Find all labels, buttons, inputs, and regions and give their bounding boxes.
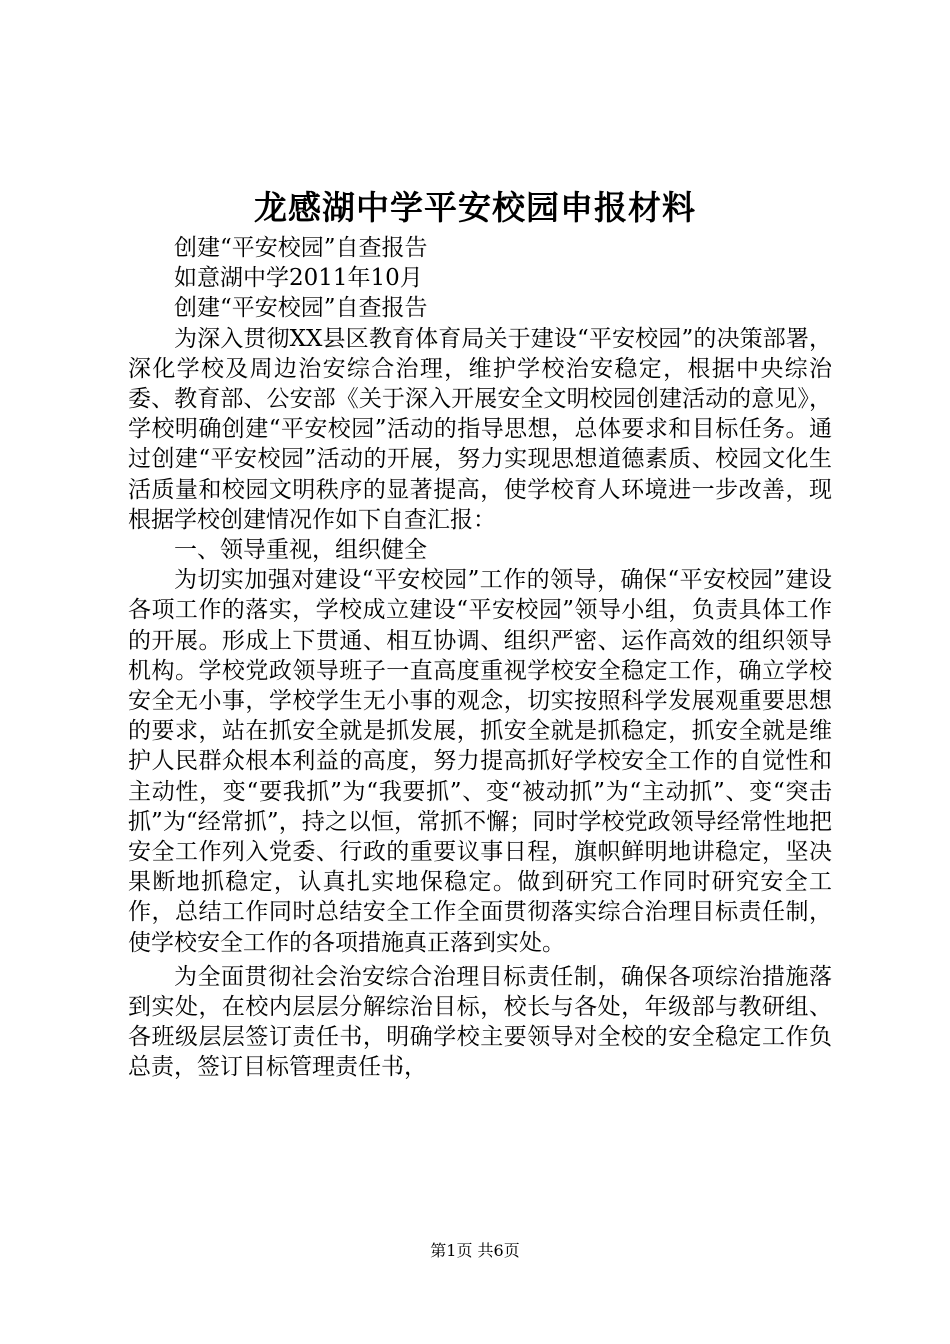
document-title: 龙感湖中学平安校园申报材料 xyxy=(254,188,696,227)
paragraph-report-heading: 创建“平安校园”自查报告 xyxy=(174,295,428,322)
paragraph-leadership: 为切实加强对建设“平安校园”工作的领导，确保“平安校园”建设各项工作的落实，学校成立建设“平安校园”领导小组，负责具体工作的开展。形成上下贯通、相互协调、组织严密、运作高效的组织领导机构。学校党政领导班子一直高度重视学校安全稳定工作，确立学校安全无小事，学校学生无小事的观念，切实按照科学发展观重要思想的要求，站在抓安全就是抓发展，抓安全就是抓稳定，抓安全就是维护人民群众根本利益的高度，努力提高抓好学校安全工作的自觉性和主动性，变“要我抓”为“我要抓”、变“被动抓”为“主动抓”、变“突击抓”为“经常抓”，持之以恒，常抓不懈；同时学校党政领导经常性地把安全工作列入党委、行政的重要议事日程，旗帜鲜明地讲稳定，坚决果断地抓稳定，认真扎实地保稳定。做到研究工作同时研究安全工作，总结工作同时总结安全工作全面贯彻落实综合治理目标责任制，使学校安全工作的各项措施真正落到实处。 xyxy=(128,567,832,956)
paragraph-intro: 为深入贯彻XX县区教育体育局关于建设“平安校园”的决策部署，深化学校及周边治安综合治理，维护学校治安稳定，根据中央综治委、教育部、公安部《关于深入开展安全文明校园创建活动的意见》，学校明确创建“平安校园”活动的指导思想，总体要求和目标任务。通过创建“平安校园”活动的开展，努力实现思想道德素质、校园文化生活质量和校园文明秩序的显著提高，使学校育人环境进一步改善，现根据学校创建情况作如下自查汇报： xyxy=(128,325,832,533)
paragraph-subtitle: 创建“平安校园”自查报告 xyxy=(174,235,428,261)
document-body xyxy=(128,233,832,1083)
paragraph-responsibility: 为全面贯彻社会治安综合治理目标责任制，确保各项综治措施落到实处，在校内层层分解综治目标，校长与各处，年级部与教研组、各班级层层签订责任书，明确学校主要领导对全校的安全稳定工作负总责，签订目标管理责任书， xyxy=(128,963,832,1081)
section-heading-1: 一、领导重视，组织健全 xyxy=(174,537,427,564)
page-footer: 第1页 共6页 xyxy=(430,1241,520,1260)
paragraph-school-date: 如意湖中学2011年10月 xyxy=(174,265,423,292)
